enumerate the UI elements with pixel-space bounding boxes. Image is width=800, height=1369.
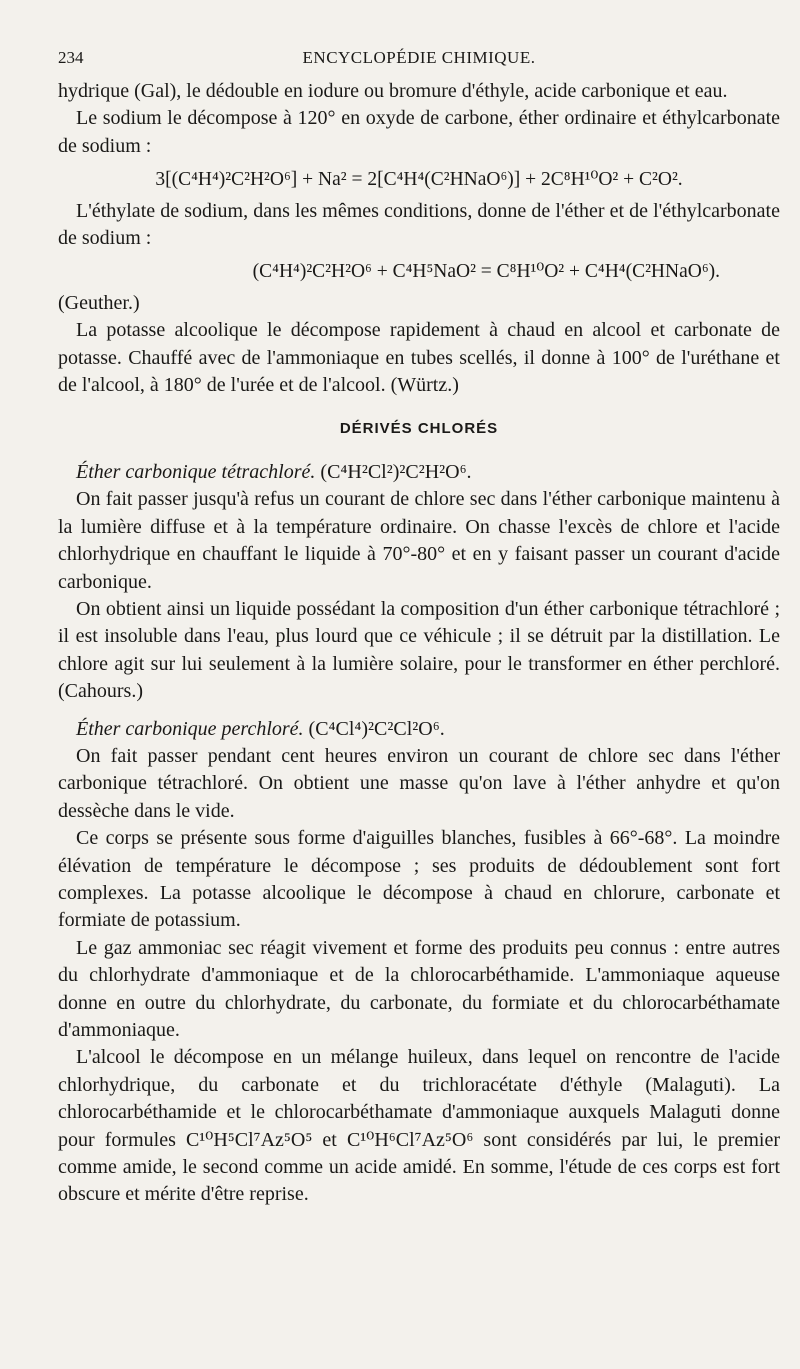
paragraph-ethylate: L'éthylate de sodium, dans les mêmes conditions, donne de l'éther et de l'éthylcarbonate de sodium : [58,199,780,250]
paragraph-perchlore-preparation: On fait passer pendant cent heures environ un courant de chlore sec dans l'éther carbonique tétrachloré. On obtient une masse qu'on lave à l'éther anhydre et qu'on dessèche dans le vide. [58,744,780,822]
citation-geuther: (Geuther.) [58,291,140,314]
subheading-perchlore-formula: (C⁴Cl⁴)²C²Cl²O⁶. [308,717,445,740]
subheading-tetrachlore-formula: (C⁴H²Cl²)²C²H²O⁶. [320,460,472,483]
page-body [58,78,780,1209]
subheading-tetrachlore [58,453,780,486]
paragraph-continuation: hydrique (Gal), le dédouble en iodure ou bromure d'éthyle, acide carbonique et eau. [58,80,728,102]
formula-sodium-reaction: 3[(C⁴H⁴)²C²H²O⁶] + Na² = 2[C⁴H⁴(C²HNaO⁶)] + 2C⁸H¹⁰O² + C²O². [155,169,683,191]
paragraph-perchlore-properties: Ce corps se présente sous forme d'aiguilles blanches, fusibles à 66°-68°. La moindre élévation de température le décompose ; ses produits de dédoublement sont fort complexes. La potasse alcoolique le décompose à chaud en chlorure, carbonate et formiate de potassium. [58,827,780,932]
page-number: 234 [58,48,84,67]
section-heading: DÉRIVÉS CHLORÉS [339,420,499,438]
subheading-tetrachlore-name: Éther carbonique tétrachloré. [76,460,316,483]
paragraph-ammoniac: Le gaz ammoniac sec réagit vivement et forme des produits peu connus : entre autres du chlorhydrate d'ammoniaque et de la chlorocarbéthamide. L'ammoniaque aqueuse donne en outre du chlorhydrate, du carbonate, du formiate et du chlorocarbéthamate d'ammoniaque. [58,936,780,1041]
page-header [58,48,780,74]
paragraph-potasse: La potasse alcoolique le décompose rapidement à chaud en alcool et carbonate de potasse. Chauffé avec de l'ammoniaque en tubes scellés, il donne à 100° de l'uréthane et de l'alcool, à 180° de l'urée et de l'alcool. (Würtz.) [58,319,780,397]
formula-ethylate-reaction: (C⁴H⁴)²C²H²O⁶ + C⁴H⁵NaO² = C⁸H¹⁰O² + C⁴H⁴(C²HNaO⁶). [252,261,720,283]
paragraph-tetrachlore-preparation: On fait passer jusqu'à refus un courant de chlore sec dans l'éther carbonique maintenu à la lumière diffuse et à la température ordinaire. On chasse l'excès de chlore et l'acide chlorhydrique en chauffant le liquide à 70°-80° et en y faisant passer un courant d'acide carbonique. [58,488,780,593]
paragraph-sodium: Le sodium le décompose à 120° en oxyde de carbone, éther ordinaire et éthylcarbonate de sodium : [58,107,780,157]
running-title: ENCYCLOPÉDIE CHIMIQUE. [302,48,536,67]
subheading-perchlore-name: Éther carbonique perchloré. [76,717,304,740]
paragraph-tetrachlore-properties: On obtient ainsi un liquide possédant la composition d'un éther carbonique tétrachloré ; il est insoluble dans l'eau, plus lourd que ce véhicule ; il se détruit par la distillation. Le chlore agit sur lui seulement à la lumière solaire, pour le transformer en éther perchloré. (Cahours.) [58,597,780,703]
paragraph-alcool: L'alcool le décompose en un mélange huileux, dans lequel on rencontre de l'acide chlorhydrique, du carbonate et du trichloracétate d'éthyle (Malaguti). La chlorocarbéthamide et le chlorocarbéthamate d'ammoniaque auxquels Malaguti donne pour formules C¹⁰H⁵Cl⁷Az⁵O⁵ et C¹⁰H⁶Cl⁷Az⁵O⁶ sont considérés par lui, le premier comme amide, le second comme un acide amidé. En somme, l'étude de ces corps est fort obscure et mérite d'être reprise. [58,1046,780,1206]
subheading-perchlore [58,710,780,743]
